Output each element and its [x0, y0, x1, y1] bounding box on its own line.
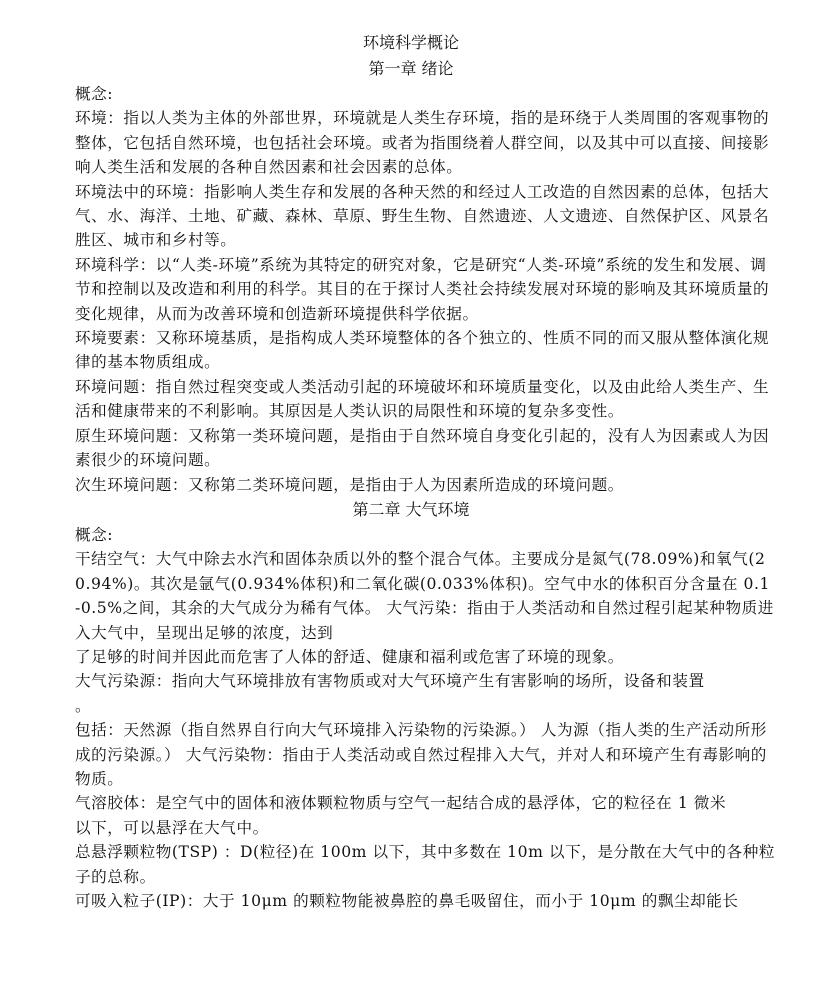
paragraph-dry-air-continued: 了足够的时间并因此而危害了人体的舒适、健康和福利或危害了环境的现象。: [75, 647, 624, 666]
paragraph-pollution-source: 大气污染源：指向大气环境排放有害物质或对大气环境产生有害影响的场所，设备和装置: [75, 672, 705, 691]
chapter-1-heading: 第一章 绪论: [368, 59, 454, 78]
paragraph-environment: 环境：指以人类为主体的外部世界，环境就是人类生存环境，指的是环绕于人类周围的客观事物的整体，它包括自然环境，也包括社会环境。或者为指围绕着人群空间，以及其中可以直接、间接影响人类生活和发展的各种自然因素和社会因素的总体。: [75, 109, 770, 177]
paragraph-dry-air: 干结空气：大气中除去水汽和固体杂质以外的整个混合气体。主要成分是氮气(78.09%)和氧气(20.94%)。其次是氩气(0.934%体积)和二氧化碳(0.033%体积)。空气中水的体积百分含量在 0.1-0.5%之间，其余的大气成分为稀有气体。 大气污染：指由于人类活动和自然过程引起某种物质进入大气中，呈现出足够的浓度，达到: [75, 550, 774, 642]
paragraph-primary-problems: 原生环境问题：又称第一类环境问题，是指由于自然环境自身变化引起的，没有人为因素或人为因素很少的环境问题。: [75, 426, 770, 470]
chapter-2-heading: 第二章 大气环境: [352, 499, 470, 519]
paragraph-environmental-elements: 环境要素：又称环境基质，是指构成人类环境整体的各个独立的、性质不同的而又服从整体演化规律的基本物质组成。: [75, 329, 770, 372]
paragraph-aerosol: 气溶胶体：是空气中的固体和液体颗粒物质与空气一起结合成的悬浮体，它的粒径在 1 微米: [75, 794, 727, 813]
paragraph-environmental-science: 环境科学：以“人类-环境”系统为其特定的研究对象，它是研究“人类-环境”系统的发生和发展、调节和控制以及改造和利用的科学。其目的在于探讨人类社会持续发展对环境的影响及其环境质量的变化规律，从而为改善环境和创造新环境提供科学依据。: [75, 255, 770, 323]
chapter-2-concept-label: 概念:: [75, 525, 114, 544]
paragraph-aerosol-continued: 以下，可以悬浮在大气中。: [75, 818, 269, 837]
paragraph-tsp: 总悬浮颗粒物(TSP) ：D(粒径)在 100m 以下，其中多数在 10m 以下，是分散在大气中的各种粒子的总称。: [75, 843, 775, 886]
paragraph-environmental-problems: 环境问题：指自然过程突变或人类活动引起的环境破坏和环境质量变化，以及由此给人类生产、生活和健康带来的不利影响。其原因是人类认识的局限性和环境的复杂多变性。: [75, 377, 770, 421]
chapter-1-concept-label: 概念:: [75, 85, 114, 103]
paragraph-inhalable-particles: 可吸入粒子(IP)：大于 10μm 的颗粒物能被鼻腔的鼻毛吸留住，而小于 10μm 的飘尘却能长: [75, 892, 739, 910]
paragraph-source-types: 包括：天然源（指自然界自行向大气环境排入污染物的污染源。） 人为源（指人类的生产活动所形成的污染源。） 大气污染物：指由于人类活动或自然过程排入大气，并对人和环境产生有毒影响的物质。: [75, 721, 767, 788]
paragraph-pollution-source-end: 。: [75, 696, 92, 715]
paragraph-secondary-problems: 次生环境问题：又称第二类环境问题，是指由于人为因素所造成的环境问题。: [75, 475, 624, 494]
paragraph-environment-law: 环境法中的环境：指影响人类生存和发展的各种天然的和经过人工改造的自然因素的总体，包括大气、水、海洋、土地、矿藏、森林、草原、野生生物、自然遗迹、人文遗迹、自然保护区、风景名胜区、城市和乡村等。: [75, 182, 770, 250]
document-title: 环境科学概论: [362, 33, 459, 52]
document-page: [75, 28, 775, 913]
